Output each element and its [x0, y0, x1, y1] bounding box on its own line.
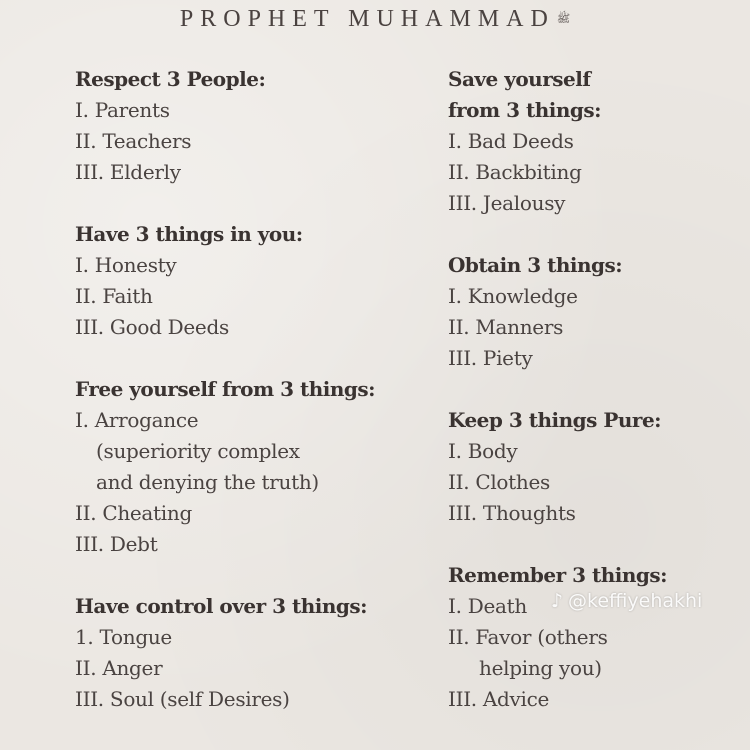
list-item: II. Clothes: [448, 470, 550, 494]
list-item-note: helping you): [479, 656, 602, 680]
list-item: II. Cheating: [75, 501, 192, 525]
list-item: I. Arrogance: [75, 408, 199, 432]
right-column: [448, 64, 738, 746]
honorific-symbol: ﷺ: [556, 12, 571, 25]
list-item: I. Bad Deeds: [448, 129, 574, 153]
section-heading: Have control over 3 things:: [75, 594, 368, 618]
list-item: II. Anger: [75, 656, 163, 680]
title-text: PROPHET MUHAMMAD: [179, 6, 555, 32]
section-heading: Respect 3 People:: [75, 67, 266, 91]
section-remember: [448, 560, 738, 715]
list-item: I. Honesty: [75, 253, 177, 277]
list-item: III. Piety: [448, 346, 533, 370]
section-heading: Remember 3 things:: [448, 563, 668, 587]
section-pure: [448, 405, 738, 529]
list-item: III. Advice: [448, 687, 550, 711]
section-heading: Save yourself: [448, 67, 591, 91]
list-item: I. Knowledge: [448, 284, 578, 308]
list-item: I. Parents: [75, 98, 170, 122]
list-item: 1. Tongue: [75, 625, 172, 649]
list-item: I. Death: [448, 594, 527, 618]
list-item: II. Teachers: [75, 129, 192, 153]
tiktok-icon: ♪: [550, 590, 564, 612]
list-item: II. Faith: [75, 284, 153, 308]
section-heading: Obtain 3 things:: [448, 253, 623, 277]
list-item: II. Backbiting: [448, 160, 582, 184]
list-item: III. Soul (self Desires): [75, 687, 290, 711]
list-item-note: and denying the truth): [96, 470, 319, 494]
tiktok-watermark: [548, 590, 702, 612]
list-item: II. Favor (others: [448, 625, 608, 649]
page-title: [0, 6, 750, 33]
list-item: III. Debt: [75, 532, 158, 556]
section-heading: Keep 3 things Pure:: [448, 408, 662, 432]
watermark-handle: @keffiyehakhi: [568, 590, 703, 612]
section-free: [75, 374, 415, 560]
list-item: I. Body: [448, 439, 518, 463]
section-heading: from 3 things:: [448, 98, 602, 122]
list-item: III. Jealousy: [448, 191, 566, 215]
list-item-note: (superiority complex: [96, 439, 300, 463]
left-column: [75, 64, 415, 746]
list-item: III. Elderly: [75, 160, 181, 184]
section-respect: [75, 64, 415, 188]
section-have: [75, 219, 415, 343]
section-heading: Free yourself from 3 things:: [75, 377, 376, 401]
section-control: [75, 591, 415, 715]
section-obtain: [448, 250, 738, 374]
section-heading: Have 3 things in you:: [75, 222, 303, 246]
section-save: [448, 64, 738, 219]
list-item: III. Good Deeds: [75, 315, 229, 339]
list-item: III. Thoughts: [448, 501, 576, 525]
list-item: II. Manners: [448, 315, 564, 339]
